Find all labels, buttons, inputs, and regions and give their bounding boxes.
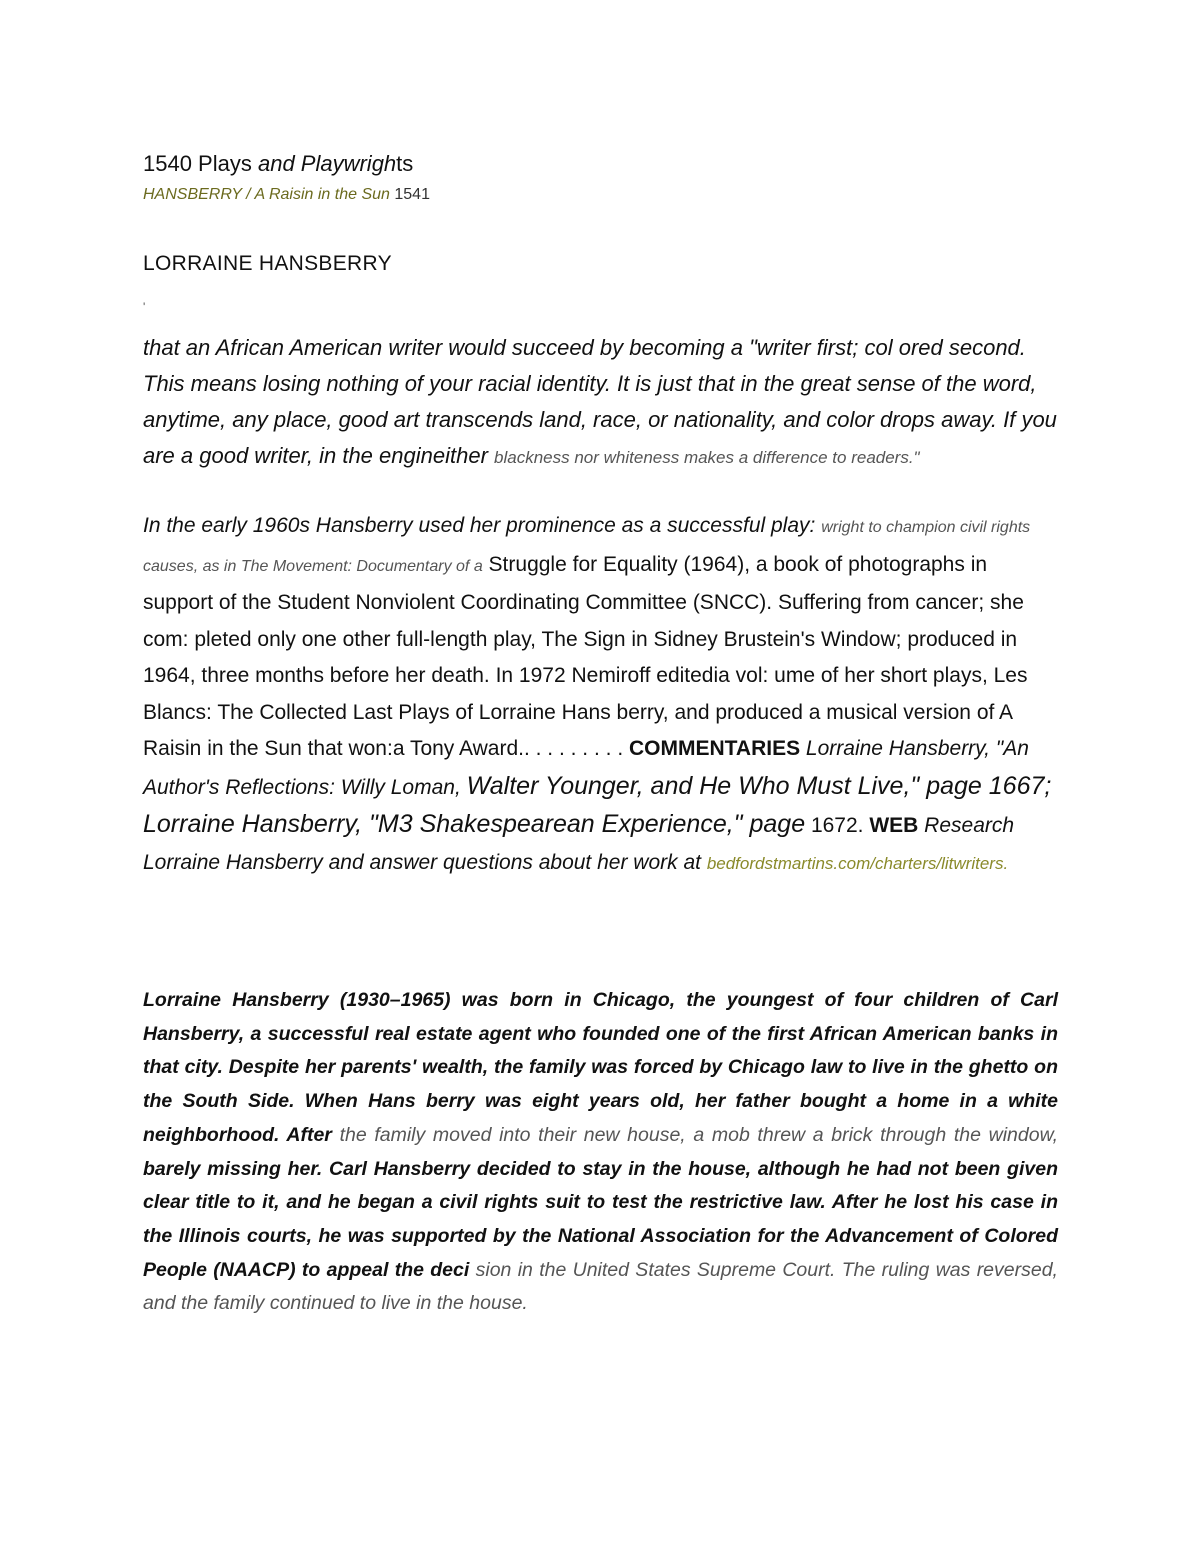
running-title-part: 1540 Plays	[143, 151, 252, 176]
author-heading: LORRAINE HANSBERRY	[143, 252, 392, 275]
web-label: WEB	[869, 814, 919, 837]
running-title-part: ts	[396, 151, 414, 176]
commentaries-label: COMMENTARIES	[628, 737, 801, 760]
running-title-part: and Playwrigh	[251, 151, 397, 176]
bio-text-light: sion in the United States Supreme Court. The ruling was reversed, and the family continued to live in the house.	[143, 1258, 1058, 1315]
biography-paragraph	[143, 984, 1058, 1321]
quote-paragraph	[143, 330, 1058, 476]
page-number: 1541	[389, 186, 430, 203]
quote-text: that an African American writer would succeed by becoming a "writer first; col ored second. This means losing nothing of your racial identity. It is just that in the great sense of the word, anytime, any place, good art transcends land, race, or nationality, and color drops away. If you are a good writer, in the engineither	[143, 335, 1057, 468]
quote-text-small: blackness nor whiteness makes a difference to readers."	[494, 448, 920, 467]
career-paragraph: In the early 1960s Hansberry used her prominence as a successful play: wright to champion civil rights causes, as in The Movement: Documentary of a Struggle for Equality (1964), a book of photographs in support of the Student Nonviolent Coordinating Committee (SNCC). Suffering from cancer; she com: pleted only one other full-length play, The Sign in Sidney Brustein's Window; produced in 1964, three months before her death. In 1972 Nemiroff editedia vol: ume of her short plays, Les Blancs: The Collected Last Plays of Lorraine Hans berry, and produced a musical version of A Raisin in the Sun that won:a Tony Award.. . . . . . . . . COMMENTARIES Lorraine Hansberry, "An Author's Reflections: Willy Loman, Walter Younger, and He Who Must Live," page 1667; Lorraine Hansberry, "M3 Shakespearean Experience," page 1672. WEB Research Lorraine Hansberry and answer questions about her work at bedfordstmartins.com/charters/litwriters.	[143, 514, 1052, 874]
web-link[interactable]: bedfordstmartins.com/charters/litwriters.	[706, 853, 1009, 873]
stray-mark: '	[143, 300, 146, 314]
running-title	[143, 150, 1063, 178]
bio-text: Lorraine Hansberry (1930–1965) was born in Chicago, the youngest of four children of Carl Hansberry, a successful real estate agent who founded one of the first African American banks in that city. Despite her parents' wealth, the family was forced by Chicago law to live in the ghetto on the South Side. When Hans berry was eight years old, her father bought a home in a white neighborhood. After	[143, 989, 1058, 1146]
career-text-small: wright to champion civil rights causes, as in The Movement: Documentary of a	[143, 519, 1031, 575]
running-subtitle	[143, 184, 1063, 206]
career-text: 1672.	[805, 814, 870, 837]
page-header	[143, 150, 1063, 206]
career-text: Struggle for Equality (1964), a book of photographs in support of the Student Nonviolent Coordinating Committee (SNCC). Suffering from cancer; she com: pleted only one other full-length play, The Sign in Sidney Brustein's Window; produced in 1964, three months before her death. In 1972 Nemiroff editedia vol: ume of her short plays, Les Blancs: The Collected Last Plays of Lorraine Hans berry, and produced a musical version of A Raisin in the Sun that won:a Tony Award.. . . . . . . . .	[143, 552, 1028, 760]
career-text: In the early 1960s Hansberry used her prominence as a successful play	[143, 514, 810, 537]
career-text: Lorraine Hansberry, "An Author's Reflections: Willy Loman,	[143, 737, 1029, 799]
bio-text: barely missing her. Carl Hansberry decided to stay in the house, although he had not been given clear title to it, and he began a civil rights suit to test the restrictive law. After he lost his case in the Illinois courts, he was supported by the National Association for the Advancement of Colored People (NAACP) to appeal the deci	[143, 1157, 1058, 1281]
bio-text-light: the family moved into their new house, a mob threw a brick through the window,	[339, 1123, 1058, 1146]
career-text: Research Lorraine Hansberry and answer questions about her work at	[143, 814, 1015, 874]
running-subtitle-text: HANSBERRY / A Raisin in the Sun	[143, 186, 390, 203]
career-text-large: Walter Younger, and He Who Must Live," page 1667; Lorraine Hansberry, "M3 Shakespearean Experience," page	[143, 771, 1052, 838]
